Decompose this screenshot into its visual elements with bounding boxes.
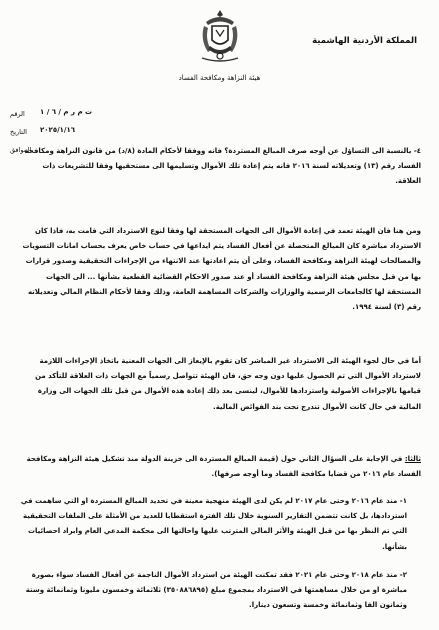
authority-name: هيئة النزاهة ومكافحة الفساد	[178, 74, 261, 82]
ref-label: الرقم	[10, 110, 25, 118]
return-of-funds-paragraph: ومن هنا فان الهيئة تعمد في إعادة الأموال الى الجهات المستحقة لها وفقا لنوع الاسترداد التي قامت به، فاذا كان الاسترداد مباشرة كان المبالغ المتحصلة عن أفعال الفساد يتم ايداعها في حساب خاص يعرف بحساب امانات التسويات والمصالحات لهيئة النزاهة ومكافحة الفساد، وعلى أن يتم اعادتها عند الانتهاء من الإجراءات التحقيقية وصدور قرارات بها من قبل مجلس هيئة النزاهة ومكافحة الفساد أو عند صدور الاحكام القضائية القطعية بشأنها ... الى الجهات المستحقة لها كالجامعات الرسمية والوزارات والشركات المساهمة العامة، وذلك وفقا لأحكام النظام المالي وتعديلاته رقم (٣) لسنة ١٩٩٤.	[22, 227, 421, 312]
kingdom-name: المملكة الأردنية الهاشمية	[312, 36, 417, 46]
indirect-recovery-paragraph: أما في حال لجوء الهيئة الى الاسترداد غير المباشر كان تقوم بالإيعاز الى الجهات المعنية باتخاذ الإجراءات اللازمة لاسترداد الأموال التي تم الحصول عليها دون وجه حق، فان الهيئة تتواصل رسمياً مع الجهات ذات العلاقة للتأكد من قيامها بالإجراءات الأصولية واستردادها للأموال، لينسى بعد ذلك إعادة هذه الأموال من قبل تلك الجهات الى وزارة المالية في حال كانت الأموال تندرج تحت بند الفوائض المالية.	[35, 357, 421, 411]
item-1-paragraph: ١- منذ عام ٢٠١٦ وحتى عام ٢٠١٧ لم يكن لدى الهيئة منهجية معينة في تحديد المبالغ المستردة او التي ساهمت في استردادها، بل كانت تتضمن التقارير السنوية خلال تلك الفترة استقطابا للعديد من الأمثلة على الملفات التحقيقية التي تم النظر بها من قبل الهيئة والأثر المالي المترتب عليها واحالتها الى محكمة المدعي العام وابراد احصائيات بشأنها.	[20, 497, 407, 551]
ref-value: ت م ر م / ٦ / ١	[40, 108, 93, 116]
corresponding-label: الموافق	[10, 146, 32, 154]
coat-of-arms-emblem	[196, 8, 244, 64]
thirdly-label: ثالثا:	[404, 455, 421, 463]
date-value: ٢٠٢٥/١/١٦	[40, 126, 76, 134]
item-2-paragraph: ٢- منذ عام ٢٠١٨ وحتى عام ٢٠٢١ فقد تمكنت الهيئة من استرداد الأموال الناجمة عن أفعال الفساد سواء بصورة مباشرة او من خلال مساهمتها في الاسترداد بمجموع مبلغ (٣٥٠٨٨٦٨٩٥) ثلاثمائة وخمسون مليونا وثمانمائة وستة وثمانون الفا وثمانمائة وخمسة وتسعون دينارا.	[25, 571, 407, 610]
thirdly-paragraph	[18, 452, 421, 482]
date-label: التاريخ	[10, 128, 27, 136]
item-4-paragraph: ٤- بالنسبة الى التساؤل عن أوجه صرف المبالغ المستردة؟ فانه ووفقا لأحكام المادة (٨/د) من قانون النزاهة ومكافحة الفساد رقم (١٣) وتعديلاته لسنة ٢٠١٦ فانه يتم إعادة تلك الأموال وتسليمها الى مستحقيها وفقا للتشريعات ذات العلاقة.	[24, 147, 421, 186]
thirdly-text: في الإجابة على السؤال الثاني حول (قيمة المبالغ المستردة الى خزينة الدولة منذ تشكيل هيئة النزاهة ومكافحة الفساد عام ٢٠١٦ من قضايا مكافحة الفساد وما أوجه صرفها).	[26, 455, 421, 479]
